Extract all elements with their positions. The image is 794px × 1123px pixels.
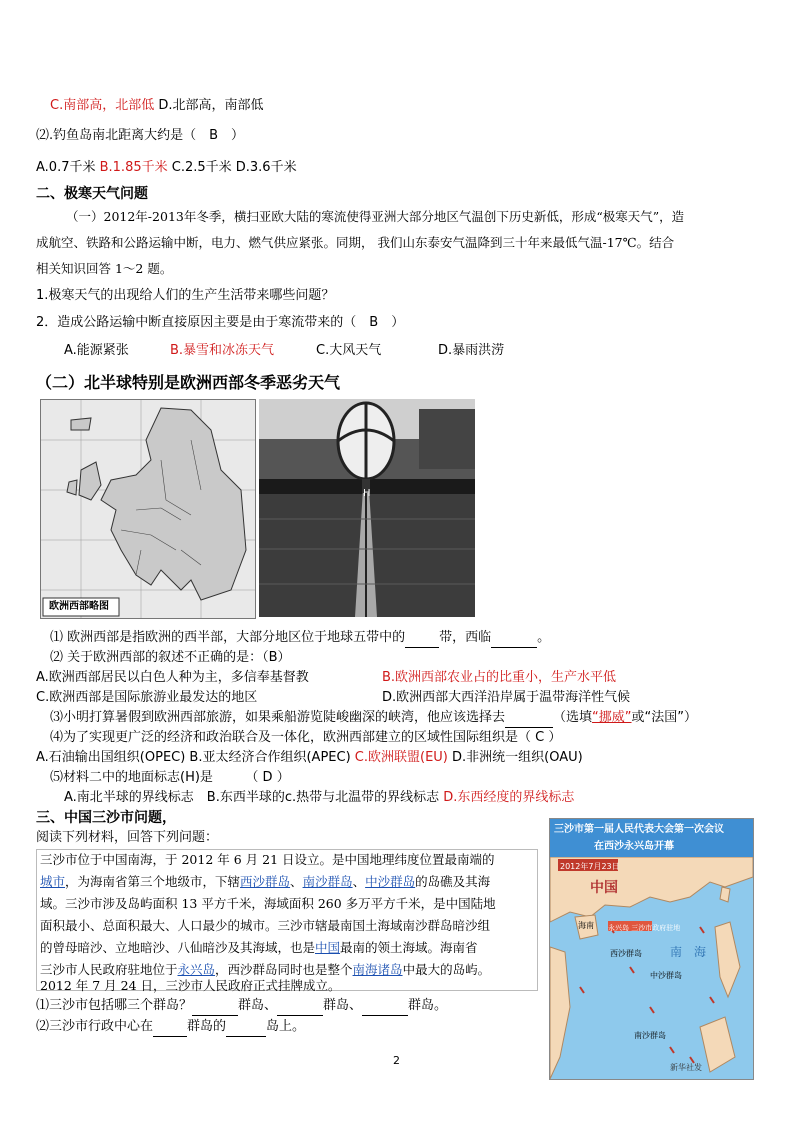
poster-xisha: 西沙群岛 — [610, 949, 642, 958]
material-line-6-c: 中最大的岛屿。 — [402, 962, 491, 977]
para-line-2: 成航空、铁路和公路运输中断，电力、燃气供应紧张。同期， 我们山东泰安气温降到三十年来最低气温-17℃。结合 — [36, 235, 675, 250]
q-option-line — [50, 97, 264, 115]
europe-map-figure — [40, 399, 256, 619]
subq-4-options — [36, 749, 583, 767]
s3-question-2 — [36, 1018, 305, 1037]
meridian-monument-illustration — [259, 399, 475, 617]
option-d-flood: D.暴雨洪涝 — [438, 343, 505, 358]
link-nanhai[interactable]: 南海诸岛 — [352, 962, 403, 977]
poster-china: 中国 — [590, 880, 618, 896]
blank-country[interactable] — [505, 709, 553, 728]
subq-1 — [50, 629, 550, 648]
blank-zone[interactable] — [405, 629, 439, 648]
option-a-energy: A.能源紧张 — [64, 343, 129, 358]
answer-b-snow: B.暴雪和冰冻天气 — [170, 343, 275, 358]
s3-q2-end: 岛上。 — [266, 1019, 306, 1034]
poster-title-1: 三沙市第一届人民代表大会第一次会议 — [554, 824, 724, 835]
material-line-6-a: 三沙市人民政府驻地位于 — [40, 962, 178, 977]
s3-q1-text: ⑴三沙市包括哪三个群岛？ — [36, 998, 193, 1013]
subq-3-answer: “挪威” — [592, 710, 632, 725]
landmark-letter: H — [363, 488, 371, 499]
answer-b: B.1.85千米 — [99, 160, 168, 175]
material-line-1: 三沙市位于中国南海，于 2012 年 6 月 21 日设立。是中国地理纬度位置最南端的 — [40, 852, 495, 867]
subq-5-options — [64, 789, 574, 807]
link-zhongsha[interactable]: 中沙群岛 — [365, 874, 416, 889]
s3-q1-sep1: 群岛、 — [238, 998, 278, 1013]
s3-q1-sep2: 群岛、 — [323, 998, 363, 1013]
material-line-6-b: ，西沙群岛同时也是整个 — [215, 962, 353, 977]
answer-c: C.南部高，北部低 — [50, 98, 155, 113]
material-line-7: 2012 年 7 月 24 日，三沙市人民政府正式挂牌成立。 — [40, 978, 341, 993]
link-xisha[interactable]: 西沙群岛 — [240, 874, 291, 889]
subq-3-text-a: ⑶小明打算暑假到欧洲西部旅游，如果乘船游览陡峻幽深的峡湾，他应该选择去 — [50, 710, 506, 725]
link-nansha[interactable]: 南沙群岛 — [302, 874, 353, 889]
q2-options — [36, 159, 297, 177]
subq-5: ⑸材料二中的地面标志(H)是 （ D ） — [50, 770, 290, 785]
subq-2-option-c: C.欧洲西部是国际旅游业最发达的地区 — [36, 690, 258, 705]
landmark-photo — [259, 399, 475, 617]
option-a: A.0.7千米 — [36, 160, 100, 175]
subq-4-option-ab: A.石油输出国组织(OPEC) B.亚太经济合作组织(APEC) — [36, 750, 355, 765]
map-label: 欧洲西部略图 — [49, 601, 109, 612]
blank-island[interactable] — [226, 1018, 266, 1037]
para-line-1: （一）2012年-2013年冬季，横扫亚欧大陆的寒流使得亚洲大部分地区气温创下历史新低，形成“极寒天气”，造 — [66, 209, 685, 224]
link-yongxing[interactable]: 永兴岛 — [177, 962, 216, 977]
sep-2: 、 — [352, 874, 366, 889]
link-china[interactable]: 中国 — [315, 940, 341, 955]
material-line-5-a: 的曾母暗沙、立地暗沙、八仙暗沙及其海域，也是 — [40, 940, 316, 955]
para-line-3: 相关知识回答 1～2 题。 — [36, 261, 173, 276]
poster-yongxing: 永兴岛 三沙市政府驻地 — [608, 924, 681, 932]
link-city[interactable]: 城市 — [40, 874, 66, 889]
material-line-3: 域。三沙市涉及岛屿面积 13 平方千米，海域面积 260 多万平方千米，是中国陆地 — [40, 896, 496, 911]
option-cd: C.2.5千米 D.3.6千米 — [167, 160, 297, 175]
europe-map-illustration — [41, 400, 255, 618]
poster-hainan: 海南 — [578, 921, 594, 930]
question-1: 1.极寒天气的出现给人们的生产生活带来哪些问题？ — [36, 288, 335, 303]
subq-5-answer-d: D.东西经度的界线标志 — [443, 790, 575, 805]
material-line-5 — [40, 939, 478, 957]
subq-3-text-d: 或“法国”） — [631, 710, 697, 725]
option-c-wind: C.大风天气 — [316, 343, 382, 358]
blank-archipelago-2[interactable] — [277, 997, 323, 1016]
section-2-title: 二、极寒天气问题 — [36, 186, 148, 202]
subq-4-answer-c: C.欧洲联盟(EU) — [354, 750, 448, 765]
poster-date: 2012年7月23日 — [560, 862, 620, 871]
section-3-title: 三、中国三沙市问题， — [36, 810, 176, 826]
poster-zhongsha: 中沙群岛 — [650, 971, 682, 980]
subq-2: ⑵ 关于欧洲西部的叙述不正确的是：（B） — [50, 650, 291, 665]
blank-archipelago-3[interactable] — [362, 997, 408, 1016]
poster-sea: 南 海 — [670, 945, 707, 959]
poster-nansha: 南沙群岛 — [634, 1031, 666, 1040]
subq-2-option-d: D.欧洲西部大西洋沿岸属于温带海洋性气候 — [382, 690, 631, 705]
subq-3-text-b: （选填 — [553, 710, 593, 725]
sep-1: 、 — [290, 874, 303, 889]
subsection-title: （二）北半球特别是欧洲西部冬季恶劣天气 — [36, 373, 341, 392]
material-line-5-end: 最南的领土海域。海南省 — [340, 940, 478, 955]
s3-question-1 — [36, 997, 447, 1016]
material-line-4: 面积最小、总面积最大、人口最少的城市。三沙市辖最南国土海域南沙群岛暗沙组 — [40, 918, 491, 933]
subq-2-option-a: A.欧洲西部居民以白色人种为主，多信奉基督教 — [36, 670, 309, 685]
subq-1-text-a: ⑴ 欧洲西部是指欧洲的西半部，大部分地区位于地球五带中的 — [50, 630, 406, 645]
page-number: 2 — [393, 1054, 400, 1067]
subq-4-option-d: D.非洲统一组织(OAU) — [447, 750, 583, 765]
blank-ocean[interactable] — [491, 629, 537, 648]
poster-footer: 新华社发 — [670, 1063, 702, 1072]
subq-4: ⑷为了实现更广泛的经济和政治联合及一体化，欧洲西部建立的区域性国际组织是（ C ） — [50, 730, 562, 745]
sansha-poster — [549, 818, 754, 1080]
subq-1-text-c: 。 — [537, 630, 551, 645]
s3-q2-text: ⑵三沙市行政中心在 — [36, 1019, 154, 1034]
material-line-2 — [40, 873, 490, 891]
section-3-intro: 阅读下列材料，回答下列问题： — [36, 830, 219, 845]
question-2: ⑵.钓鱼岛南北距离大约是（ B ） — [36, 128, 245, 143]
blank-archipelago-1[interactable] — [192, 997, 238, 1016]
subq-3 — [50, 709, 697, 728]
s3-q2-mid: 群岛的 — [187, 1019, 227, 1034]
subq-1-text-b: 带，西临 — [439, 630, 492, 645]
question-2b: 2．造成公路运输中断直接原因主要是由于寒流带来的（ B ） — [36, 315, 405, 330]
option-d: D.北部高，南部低 — [154, 98, 264, 113]
blank-archipelago[interactable] — [153, 1018, 187, 1037]
s3-q1-end: 群岛。 — [408, 998, 448, 1013]
poster-title-2: 在西沙永兴岛开幕 — [594, 841, 674, 852]
material-line-2-end: 的岛礁及其海 — [415, 874, 491, 889]
subq-2-answer-b: B.欧洲西部农业占的比重小，生产水平低 — [382, 670, 617, 685]
subq-5-option-abc: A.南北半球的界线标志 B.东西半球的c.热带与北温带的界线标志 — [64, 790, 444, 805]
material-line-2-mid: ，为海南省第三个地级市，下辖 — [65, 874, 241, 889]
